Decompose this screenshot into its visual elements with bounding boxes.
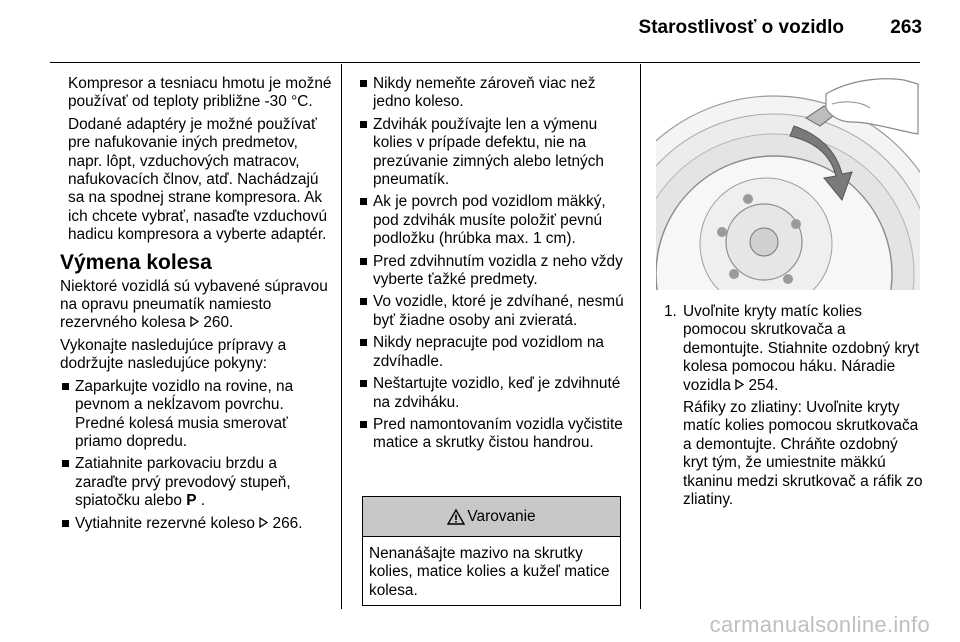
gear-label: P	[186, 492, 197, 510]
list-item	[358, 193, 628, 248]
list-item-text: Nikdy nepracujte pod vozidlom na zdvíhadle.	[373, 334, 604, 370]
watermark: carmanualsonline.info	[709, 612, 930, 637]
list-item-text: Zatiahnite parkovaciu brzdu a zaraďte prvý prevodový stupeň, spiatočku alebo	[75, 455, 291, 510]
page-reference[interactable]: 266.	[272, 514, 303, 532]
list-item-text: Zaparkujte vozidlo na rovine, na pevnom a nekĺzavom povrchu. Predné kolesá musia smerovať priamo dopredu.	[75, 377, 294, 450]
arrow-reference-icon	[190, 316, 199, 327]
step-number: 1.	[664, 303, 677, 320]
column-2	[358, 75, 628, 457]
bullet-square-icon	[360, 380, 367, 387]
steps-list	[664, 303, 924, 509]
bullet-square-icon	[62, 460, 69, 467]
warning-box	[362, 496, 621, 606]
list-item	[60, 378, 332, 452]
step-text	[683, 303, 924, 395]
adapters-paragraph: Dodané adaptéry je možné používať pre nafukovanie iných predmetov, napr. lôpt, vzduchových matracov, nafukovacích člnov, atď. Nachádzajú sa na spodnej strane kompresora. Ak ich chcete vybrať, nasaďte vzduchovú hadicu kompresora a vyberte adaptér.	[68, 115, 328, 244]
page-reference[interactable]: 254.	[748, 376, 779, 394]
page-reference[interactable]: 260.	[203, 314, 234, 332]
preparations-paragraph: Vykonajte nasledujúce prípravy a dodržujte nasledujúce pokyny:	[60, 336, 287, 373]
bullet-square-icon	[360, 198, 367, 205]
list-item-end: .	[200, 492, 206, 510]
list-item-text: Neštartujte vozidlo, keď je zdvihnuté na zdviháku.	[373, 375, 621, 411]
warning-title: Varovanie	[467, 507, 536, 525]
section-heading: Výmena kolesa	[60, 250, 212, 274]
compressor-paragraph: Kompresor a tesniacu hmotu je možné používať od teploty približne -30 °C.	[68, 75, 332, 111]
warning-triangle-icon	[447, 509, 465, 525]
list-item-text: Nikdy nemeňte zároveň viac než jedno koleso.	[373, 75, 596, 111]
step-text-main: Uvoľnite kryty matíc kolies pomocou skrutkovača a demontujte. Stiahnite ozdobný kryt kolesa pomocou háku. Náradie vozidla	[683, 303, 920, 394]
repair-kit-text: Niektoré vozidlá sú vybavené súpravou na opravu pneumatík namiesto rezervného kolesa	[60, 277, 328, 332]
page-header-title: Starostlivosť o vozidlo	[638, 17, 844, 38]
arrow-reference-icon	[259, 517, 268, 528]
preparation-list	[60, 378, 332, 533]
list-item-text: Vytiahnite rezervné koleso	[75, 514, 255, 532]
list-item	[358, 416, 628, 453]
step-alloy-text: Ráfiky zo zliatiny: Uvoľnite kryty matíc kolies pomocou skrutkovača a demontujte. Chráňte ozdobný kryt tým, že umiestnite mäkkú tkaninu medzi skrutkovač a ráfik zo zliatiny.	[683, 399, 923, 509]
bullet-square-icon	[360, 258, 367, 265]
header-divider	[50, 62, 920, 63]
list-item-text: Pred zdvihnutím vozidla z neho vždy vyberte ťažké predmety.	[373, 252, 623, 289]
bullet-square-icon	[360, 298, 367, 305]
bullet-square-icon	[360, 80, 367, 87]
list-item	[358, 293, 628, 330]
list-item-text: Ak je povrch pod vozidlom mäkký, pod zdvihák musíte položiť pevnú podložku (hrúbka max. 1 cm).	[373, 193, 606, 248]
list-item	[358, 375, 628, 412]
list-item	[358, 116, 628, 190]
warning-header	[363, 497, 620, 537]
list-item	[60, 455, 332, 510]
warning-body: Nenanášajte mazivo na skrutky kolies, matice kolies a kužeľ matice kolesa.	[369, 545, 610, 599]
list-item	[358, 334, 628, 371]
bullet-square-icon	[360, 121, 367, 128]
arrow-reference-icon	[735, 379, 744, 390]
list-item	[358, 253, 628, 290]
page-number: 263	[890, 17, 922, 38]
wheel-illustration-icon	[656, 74, 920, 290]
bullet-square-icon	[360, 339, 367, 346]
wheel-cover-illustration	[656, 74, 920, 290]
list-item	[358, 75, 628, 112]
list-item	[664, 303, 924, 509]
column-3	[664, 303, 924, 513]
bullet-square-icon	[62, 383, 69, 390]
list-item-text: Vo vozidle, ktoré je zdvíhané, nesmú byť žiadne osoby ani zvieratá.	[373, 293, 624, 329]
list-item	[60, 515, 332, 533]
repair-kit-paragraph	[60, 278, 332, 333]
bullet-square-icon	[360, 421, 367, 428]
column-divider-2	[640, 64, 641, 609]
bullet-square-icon	[62, 520, 69, 527]
column-divider-1	[341, 64, 342, 609]
list-item-text: Zdvihák používajte len a výmenu kolies v prípade defektu, nie na prezúvanie zimných alebo letných pneumatík.	[373, 115, 604, 189]
column-1	[60, 75, 332, 537]
safety-list	[358, 75, 628, 453]
list-item-text: Pred namontovaním vozidla vyčistite matice a skrutky čistou handrou.	[373, 415, 623, 452]
